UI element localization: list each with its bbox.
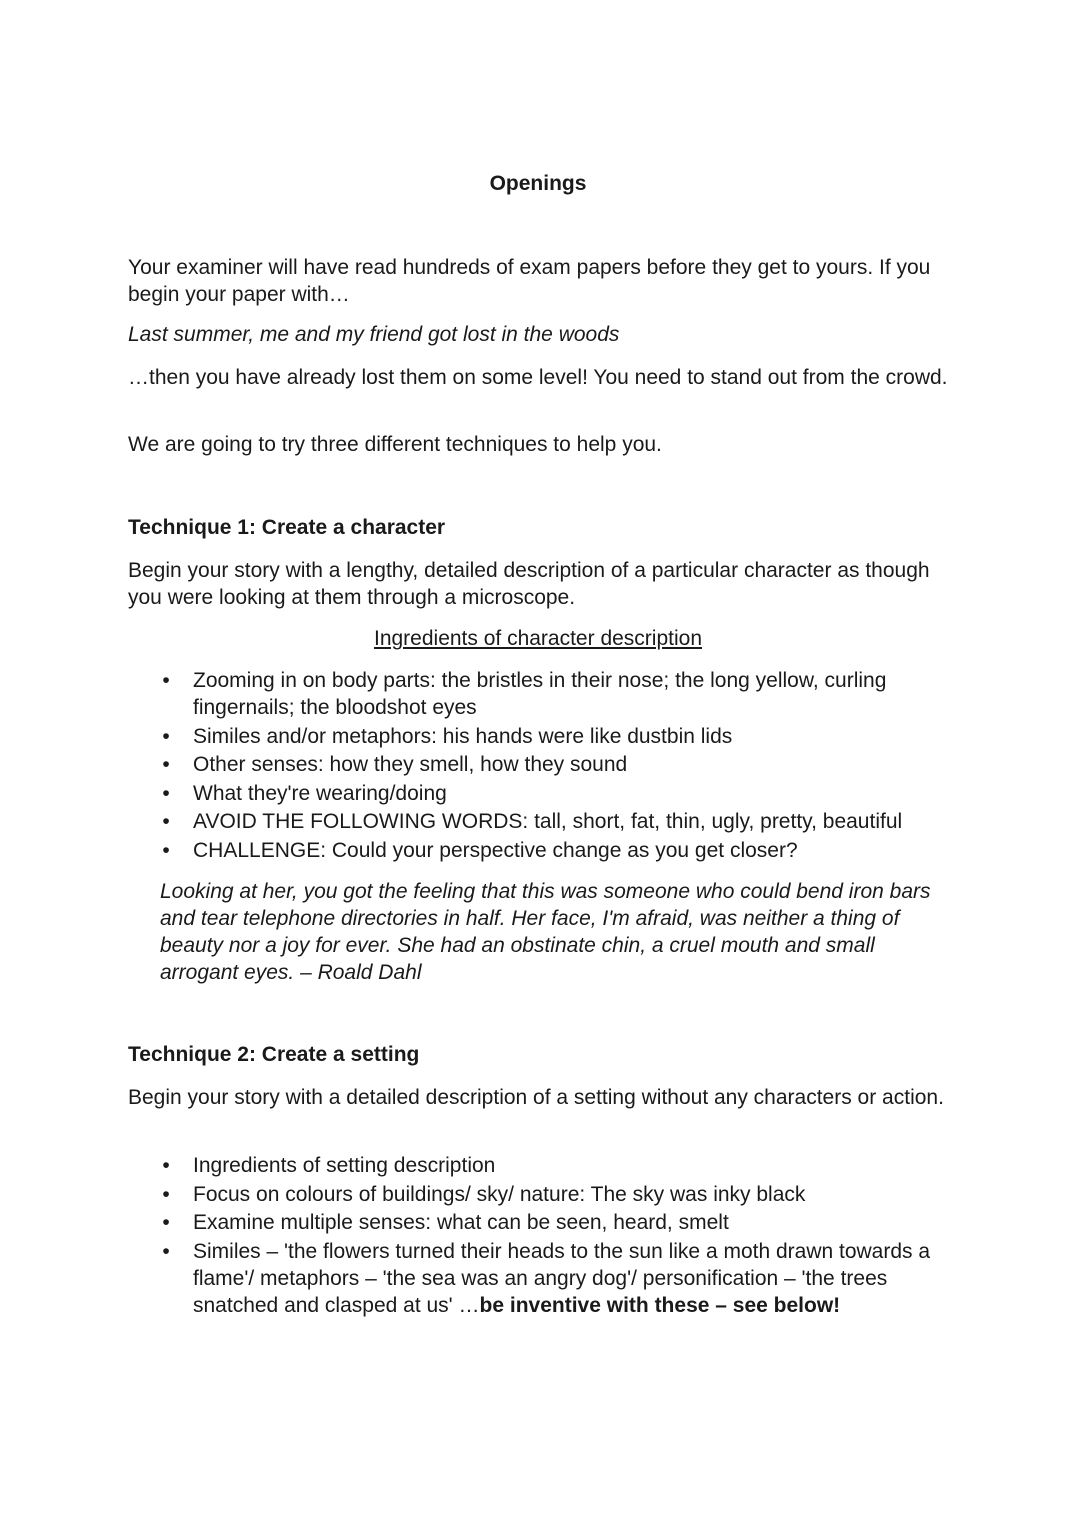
list-item: • AVOID THE FOLLOWING WORDS: tall, short, fat, thin, ugly, pretty, beautiful [160,808,960,835]
list-item: • Zooming in on body parts: the bristles in their nose; the long yellow, curling fingernails; the bloodshot eyes [160,667,960,721]
bullet-icon: • [162,1239,170,1263]
emphasis-text: be inventive with these – see below! [479,1293,841,1317]
bullet-icon: • [162,781,170,805]
bullet-icon: • [162,1182,170,1206]
character-example-quote: Looking at her, you got the feeling that this was someone who could bend iron bars and tear telephone directories in half. Her face, I'm afraid, was neither a thing of beauty nor a joy for ever. She had an obstinate chin, a cruel mouth and small arrogant eyes. – Roald Dahl [160,880,931,984]
intro-paragraph-2: …then you have already lost them on some level! You need to stand out from the crowd. [128,366,948,389]
bullet-icon: • [162,669,170,692]
bullet-icon: • [162,838,170,862]
bullet-icon: • [162,753,170,776]
list-item: • Ingredients of setting description [160,1152,960,1179]
bullet-icon: • [162,810,170,833]
list-item: • Focus on colours of buildings/ sky/ nature: The sky was inky black [160,1181,960,1208]
bullet-icon: • [162,1211,170,1234]
technique-1-heading: Technique 1: Create a character [128,516,446,539]
intro-example: Last summer, me and my friend got lost in the woods [128,323,620,346]
list-item: • Similes and/or metaphors: his hands were like dustbin lids [160,723,960,750]
character-ingredients-list [160,667,960,865]
character-ingredients-subheading: Ingredients of character description [373,627,702,650]
list-item: • Other senses: how they smell, how they sound [160,751,960,778]
intro-paragraph: Your examiner will have read hundreds of exam papers before they get to yours. If you begin your paper with… [128,256,931,306]
setting-ingredients-list [160,1152,960,1320]
list-item: • Examine multiple senses: what can be seen, heard, smelt [160,1209,960,1236]
technique-2-heading: Technique 2: Create a setting [128,1043,420,1066]
technique-2-description: Begin your story with a detailed description of a setting without any characters or action. [128,1086,944,1109]
technique-1-description: Begin your story with a lengthy, detailed description of a particular character as though you were looking at them through a microscope. [128,559,930,609]
list-item: • CHALLENGE: Could your perspective change as you get closer? [160,837,960,864]
intro-paragraph-3: We are going to try three different techniques to help you. [128,433,662,456]
bullet-icon: • [162,724,170,748]
page-title: Openings [489,172,587,195]
bullet-icon: • [162,1154,170,1177]
list-item: • What they're wearing/doing [160,780,960,807]
list-item: • Similes – 'the flowers turned their heads to the sun like a moth drawn towards a flame'/ metaphors – 'the sea was an angry dog'/ personification – 'the trees snatched and clasped at us' …be inventive with these – see below! [160,1238,960,1319]
